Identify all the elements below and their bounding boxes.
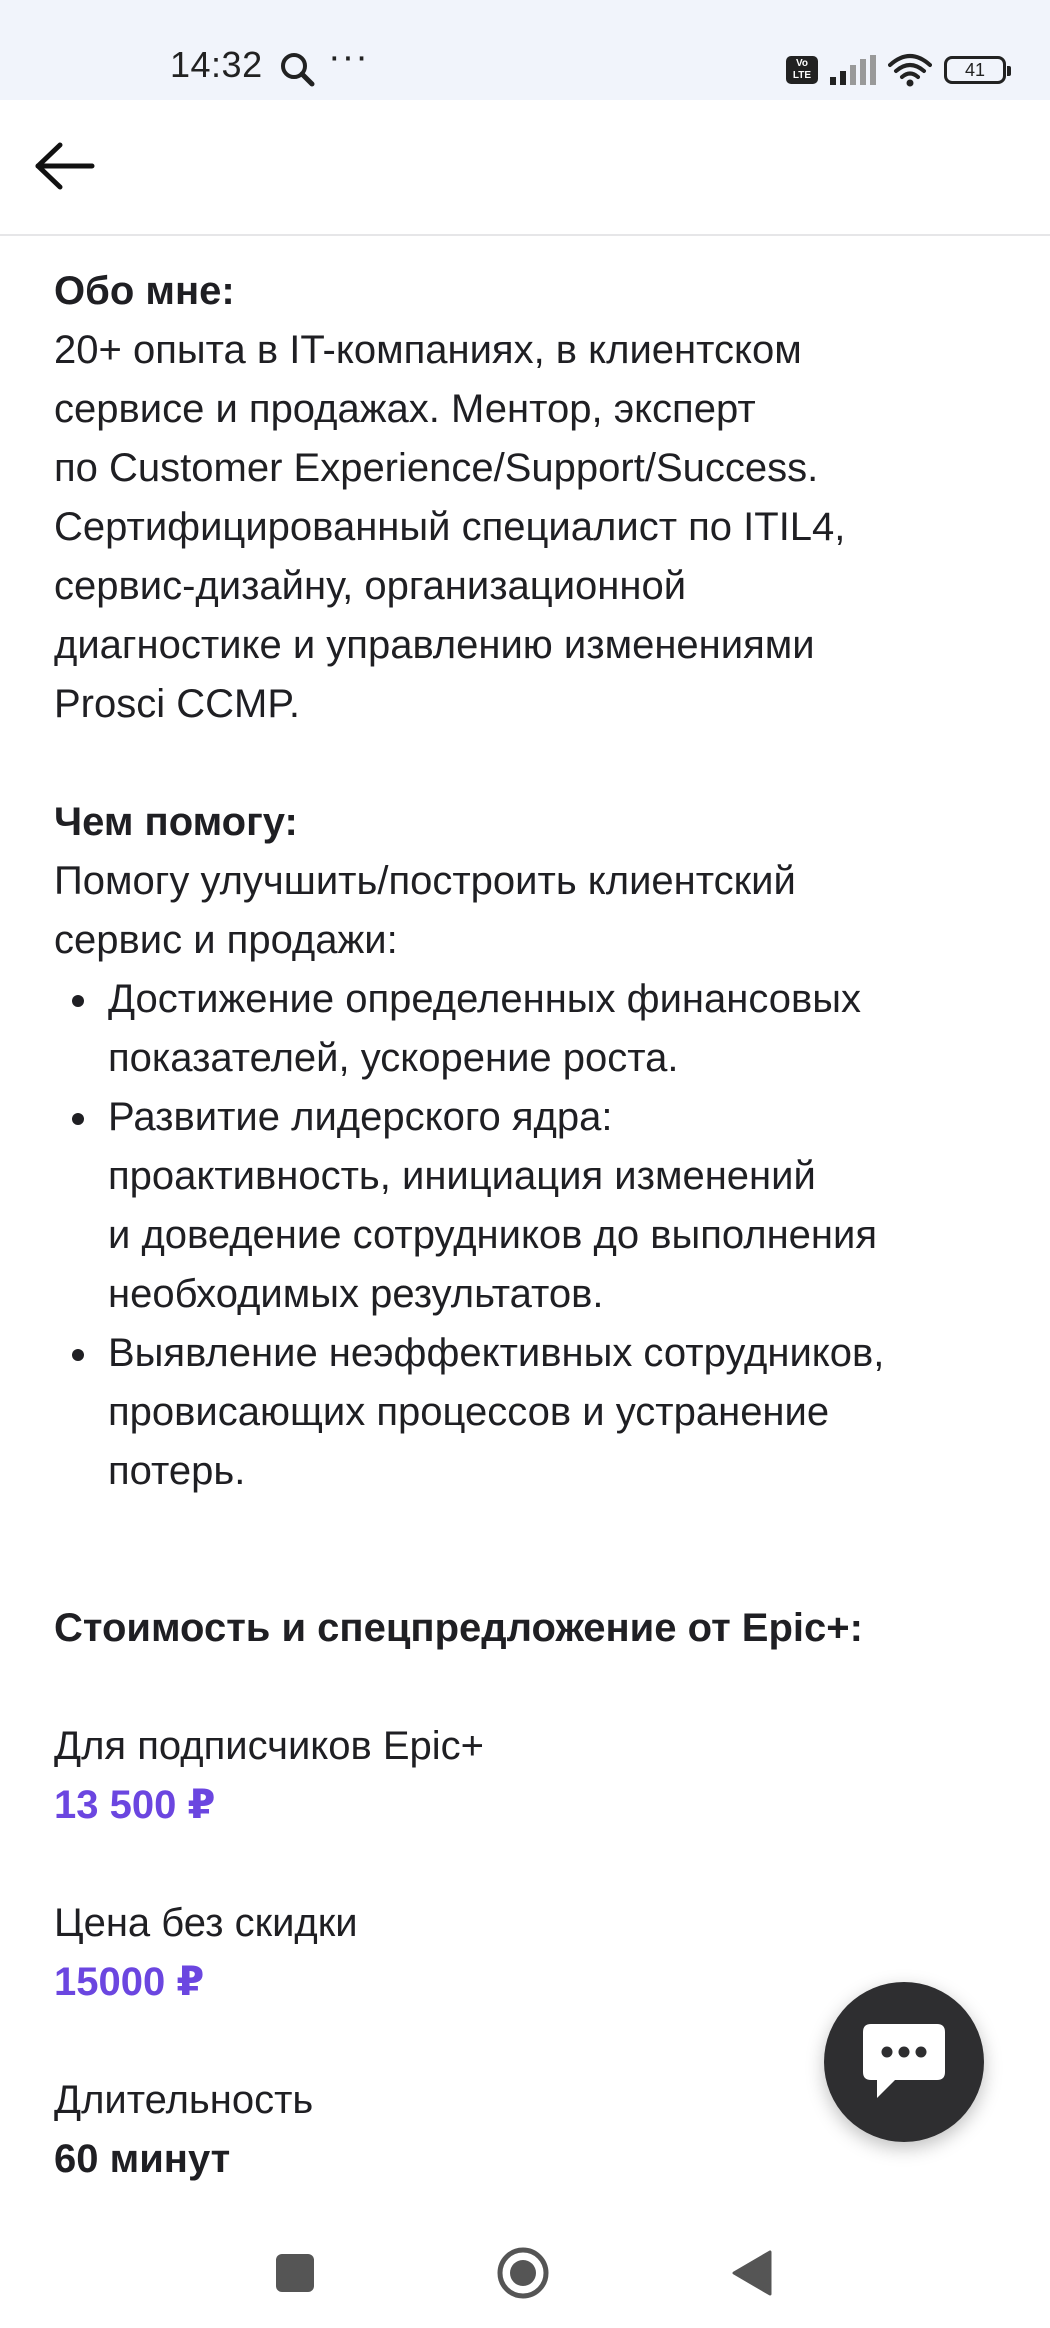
help-intro-line: Помогу улучшить/построить клиентский (54, 859, 796, 903)
about-line: сервис-дизайну, организационной (54, 564, 687, 608)
list-item (54, 1324, 1004, 1501)
about-text (54, 321, 1004, 734)
bullet-line: необходимых результатов. (108, 1272, 604, 1316)
about-line: 20+ опыта в IT-компаниях, в клиентском (54, 328, 802, 372)
duration-value: 60 минут (54, 2137, 231, 2181)
status-time: 14:32 (170, 44, 263, 85)
about-line: по Customer Experience/Support/Success. (54, 446, 819, 490)
chat-bubble-icon (859, 2020, 949, 2104)
bullet-line: Выявление неэффективных сотрудников, (108, 1331, 885, 1375)
app-bar (0, 100, 1050, 236)
search-icon (278, 50, 318, 90)
signal-icon (830, 55, 876, 85)
bullet-line: Достижение определенных финансовых (108, 977, 862, 1021)
list-item (54, 1088, 1004, 1324)
wifi-icon (888, 53, 932, 87)
bullet-line: провисающих процессов и устранение (108, 1390, 830, 1434)
list-item (54, 970, 1004, 1088)
help-intro (54, 852, 1004, 970)
about-line: диагностике и управлению изменениями (54, 623, 815, 667)
bullet-line: Развитие лидерского ядра: (108, 1095, 613, 1139)
status-bar (0, 0, 1050, 100)
status-indicators (786, 50, 1006, 90)
more-dots-icon: ··· (328, 36, 369, 78)
about-line: Prosci CCMP. (54, 682, 300, 726)
nav-back-button[interactable] (730, 2250, 774, 2296)
duration-label: Длительность (54, 2078, 314, 2122)
recents-button[interactable] (276, 2254, 314, 2292)
subscriber-price-label: Для подписчиков Epic+ (54, 1724, 485, 1768)
bullet-line: показателей, ускорение роста. (108, 1036, 679, 1080)
system-nav-bar (0, 2210, 1050, 2328)
mentor-description (54, 262, 1004, 2189)
pricing-title: Стоимость и спецпредложение от Epic+: (54, 1606, 863, 1650)
full-price-label: Цена без скидки (54, 1901, 358, 1945)
chat-button[interactable] (824, 1982, 984, 2142)
bullet-line: потерь. (108, 1449, 246, 1493)
help-intro-line: сервис и продажи: (54, 918, 398, 962)
battery-icon: 41 (944, 56, 1006, 84)
about-title: Обо мне: (54, 269, 235, 313)
back-button[interactable] (30, 136, 100, 196)
arrow-left-icon (34, 141, 96, 191)
bullet-line: и доведение сотрудников до выполнения (108, 1213, 878, 1257)
volte-icon: Vo LTE (786, 56, 818, 84)
about-line: Сертифицированный специалист по ITIL4, (54, 505, 846, 549)
about-line: сервисе и продажах. Ментор, эксперт (54, 387, 756, 431)
help-bullet-list (54, 970, 1004, 1501)
home-button[interactable] (496, 2246, 550, 2300)
subscriber-price: 13 500 ₽ (54, 1783, 216, 1827)
bullet-line: проактивность, инициация изменений (108, 1154, 816, 1198)
help-title: Чем помогу: (54, 800, 298, 844)
full-price: 15000 ₽ (54, 1960, 205, 2004)
